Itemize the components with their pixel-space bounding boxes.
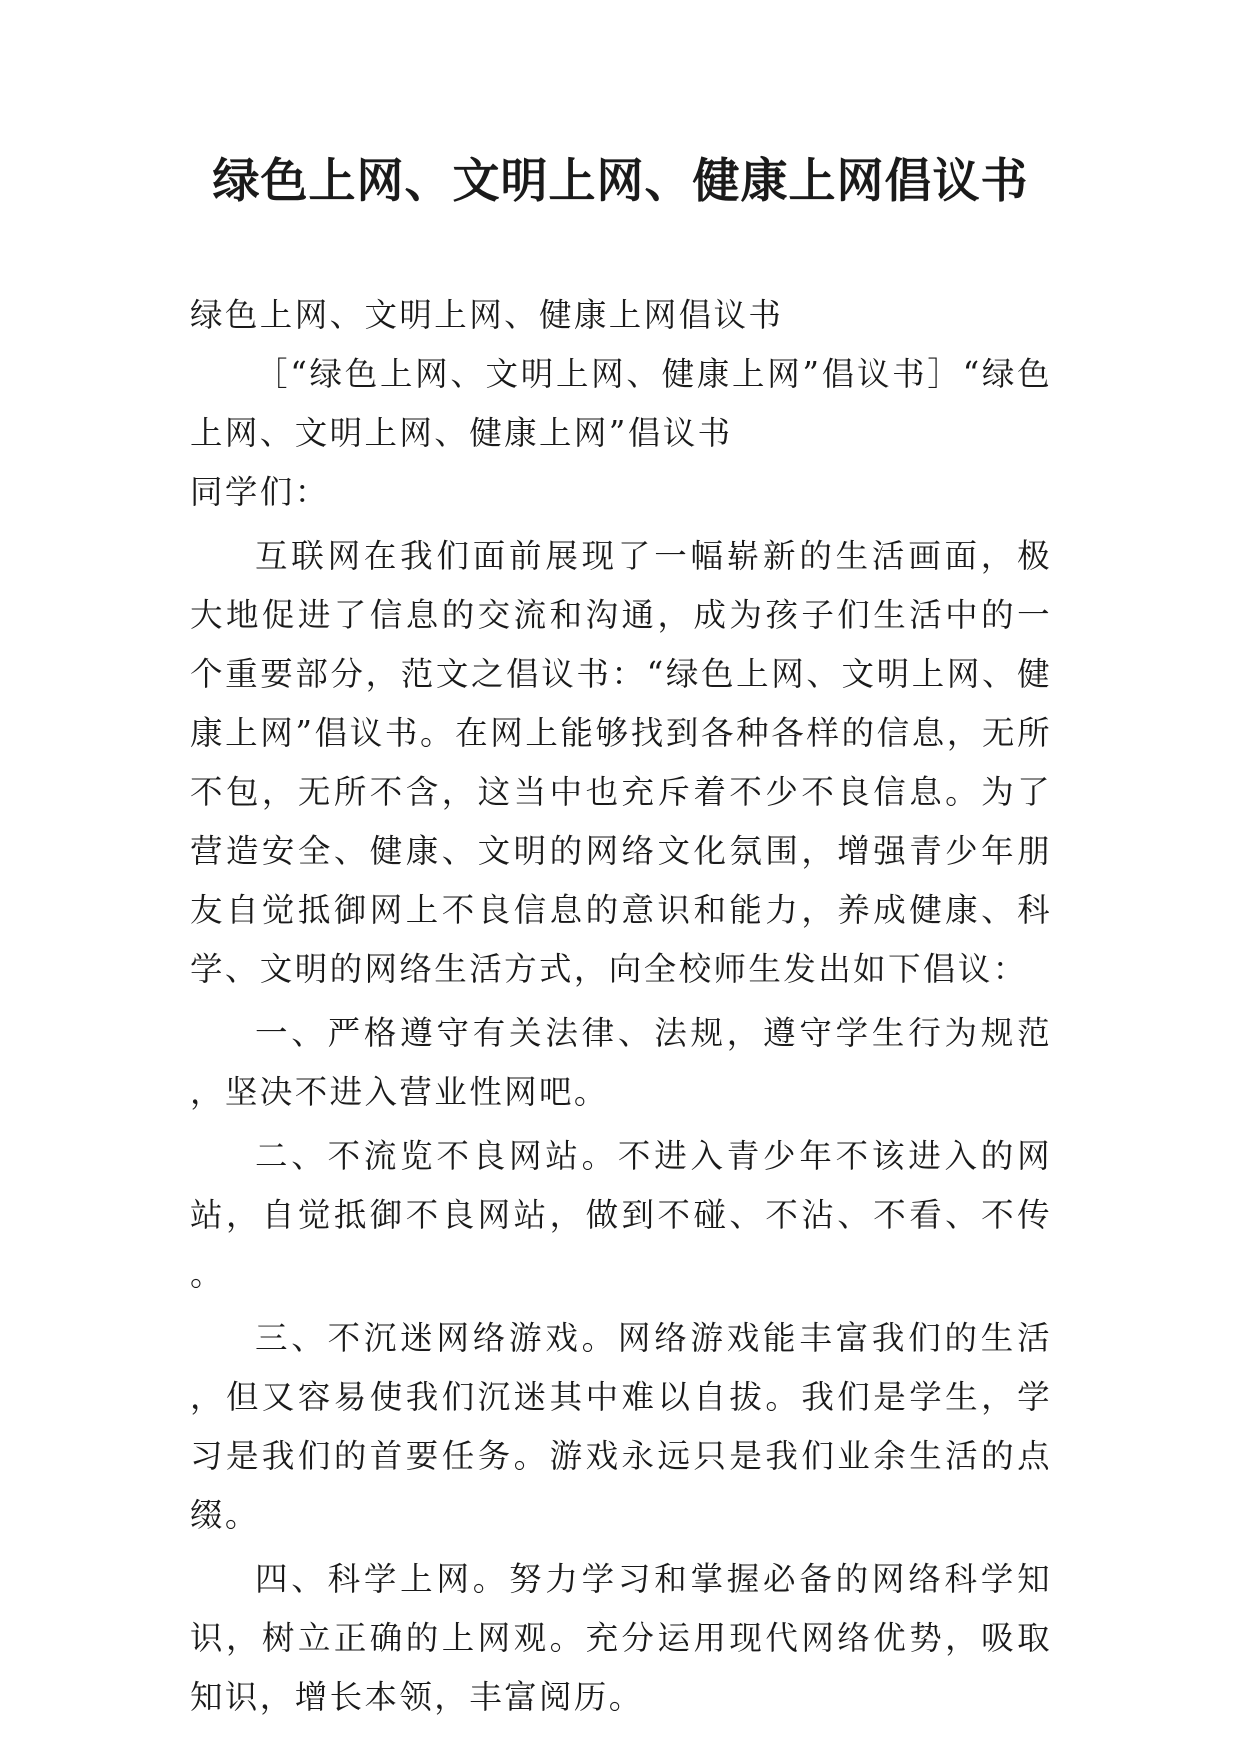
document-title: 绿色上网、文明上网、健康上网倡议书 bbox=[212, 154, 1029, 209]
proposal-item-1: 一、严格遵守有关法律、法规，遵守学生行为规范，坚决不进入营业性网吧。 bbox=[190, 1014, 1052, 1111]
salutation: 同学们： bbox=[190, 473, 330, 511]
proposal-item-3: 三、不沉迷网络游戏。网络游戏能丰富我们的生活，但又容易使我们沉迷其中难以自拔。我们是学生，学习是我们的首要任务。游戏永远只是我们业余生活的点缀。 bbox=[190, 1319, 1052, 1534]
subtitle-line: 绿色上网、文明上网、健康上网倡议书 bbox=[190, 296, 784, 334]
proposal-item-2: 二、不流览不良网站。不进入青少年不该进入的网站，自觉抵御不良网站，做到不碰、不沾、不看、不传。 bbox=[190, 1137, 1052, 1293]
document-body bbox=[190, 286, 1052, 1727]
reference-paragraph: ［“绿色上网、文明上网、健康上网”倡议书］“绿色上网、文明上网、健康上网”倡议书 bbox=[190, 355, 1052, 452]
proposal-item-4: 四、科学上网。努力学习和掌握必备的网络科学知识，树立正确的上网观。充分运用现代网络优势，吸取知识，增长本领，丰富阅历。 bbox=[190, 1560, 1052, 1716]
intro-paragraph: 互联网在我们面前展现了一幅崭新的生活画面，极大地促进了信息的交流和沟通，成为孩子们生活中的一个重要部分，范文之倡议书：“绿色上网、文明上网、健康上网”倡议书。在网上能够找到各种各样的信息，无所不包，无所不含，这当中也充斥着不少不良信息。为了营造安全、健康、文明的网络文化氛围，增强青少年朋友自觉抵御网上不良信息的意识和能力，养成健康、科学、文明的网络生活方式，向全校师生发出如下倡议： bbox=[190, 537, 1052, 988]
